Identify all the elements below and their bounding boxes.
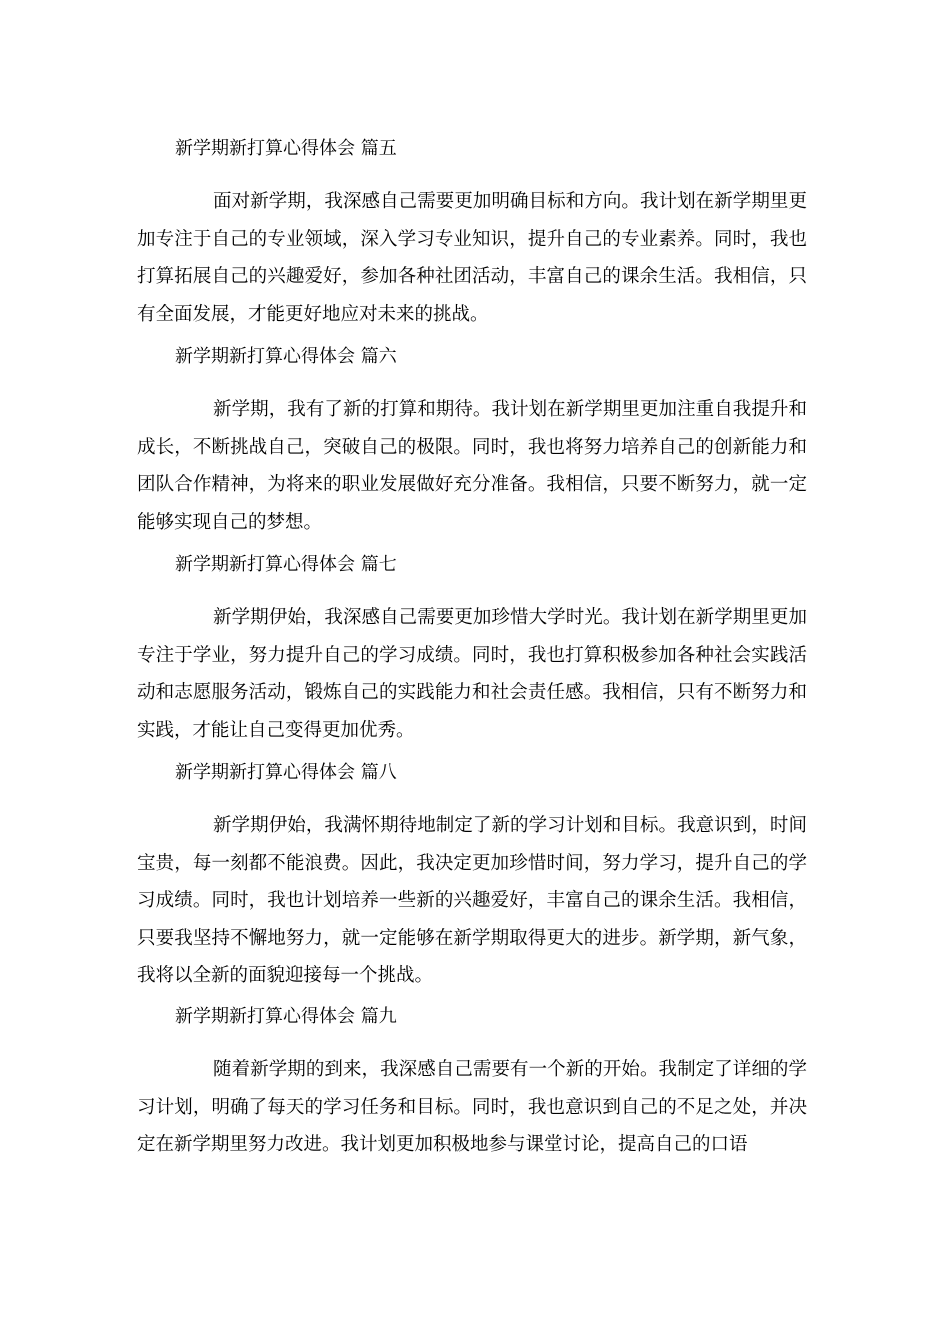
section-body: 随着新学期的到来，我深感自己需要有一个新的开始。我制定了详细的学习计划，明确了每天的学习任务和目标。同时，我也意识到自己的不足之处，并决定在新学期里努力改进。我计划更加积极地参与课堂讨论，提高自己的口语 xyxy=(137,1059,807,1155)
section-heading: 新学期新打算心得体会 篇八 xyxy=(175,762,397,783)
essay-section-5 xyxy=(137,137,807,333)
section-heading: 新学期新打算心得体会 篇七 xyxy=(175,554,397,575)
essay-section-6 xyxy=(137,345,807,541)
section-body: 新学期伊始，我深感自己需要更加珍惜大学时光。我计划在新学期里更加专注于学业，努力提升自己的学习成绩。同时，我也打算积极参加各种社会实践活动和志愿服务活动，锻炼自己的实践能力和社会责任感。我相信，只有不断努力和实践，才能让自己变得更加优秀。 xyxy=(137,607,807,741)
essay-section-8 xyxy=(137,761,807,995)
section-body: 新学期，我有了新的打算和期待。我计划在新学期里更加注重自我提升和成长，不断挑战自己，突破自己的极限。同时，我也将努力培养自己的创新能力和团队合作精神，为将来的职业发展做好充分准备。我相信，只要不断努力，就一定能够实现自己的梦想。 xyxy=(137,399,807,533)
essay-section-9 xyxy=(137,1005,807,1164)
essay-section-7 xyxy=(137,553,807,749)
section-heading: 新学期新打算心得体会 篇六 xyxy=(175,346,397,367)
section-body: 新学期伊始，我满怀期待地制定了新的学习计划和目标。我意识到，时间宝贵，每一刻都不能浪费。因此，我决定更加珍惜时间，努力学习，提升自己的学习成绩。同时，我也计划培养一些新的兴趣爱好，丰富自己的课余生活。我相信，只要我坚持不懈地努力，就一定能够在新学期取得更大的进步。新学期，新气象，我将以全新的面貌迎接每一个挑战。 xyxy=(137,815,807,986)
section-body: 面对新学期，我深感自己需要更加明确目标和方向。我计划在新学期里更加专注于自己的专业领域，深入学习专业知识，提升自己的专业素养。同时，我也打算拓展自己的兴趣爱好，参加各种社团活动，丰富自己的课余生活。我相信，只有全面发展，才能更好地应对未来的挑战。 xyxy=(137,191,807,325)
section-heading: 新学期新打算心得体会 篇九 xyxy=(175,1006,397,1027)
section-heading: 新学期新打算心得体会 篇五 xyxy=(175,138,397,159)
